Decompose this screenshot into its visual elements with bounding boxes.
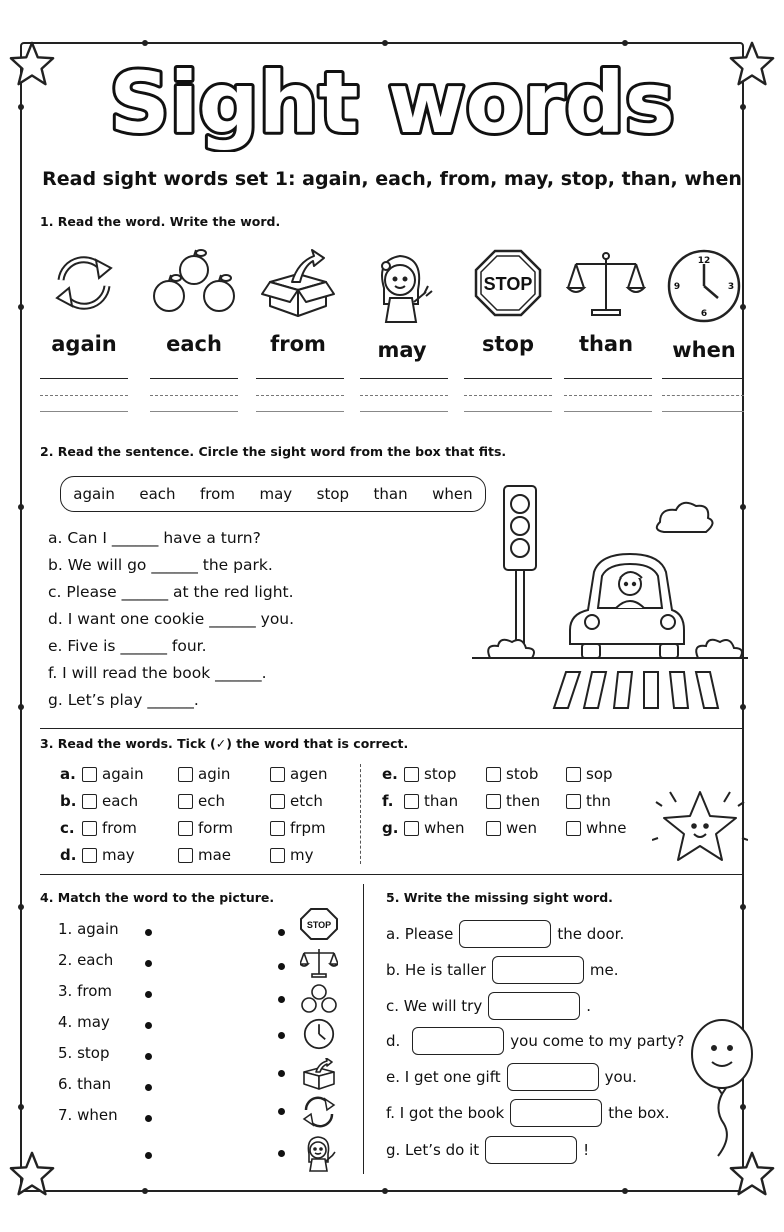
arrows-cycle-icon (49, 248, 119, 318)
girl-waving-icon (300, 1134, 338, 1172)
match-dot-left[interactable] (145, 991, 152, 998)
checkbox[interactable] (270, 794, 285, 809)
section-divider (40, 728, 744, 729)
section1-heading: 1. Read the word. Write the word. (40, 214, 281, 229)
word-card-each (144, 248, 244, 356)
word-bank-item: stop (316, 485, 350, 503)
match-dot-left[interactable] (145, 1084, 152, 1091)
column-divider (360, 764, 361, 864)
tick-option[interactable]: my (270, 846, 314, 864)
word-label: from (270, 332, 326, 356)
word-bank-item: may (259, 485, 293, 503)
sentence-e: e. Five is ______ four. (48, 637, 207, 655)
checkbox[interactable] (566, 794, 581, 809)
word-label: each (166, 332, 222, 356)
match-word: 6. than (58, 1075, 112, 1093)
match-dot-left[interactable] (145, 929, 152, 936)
checkbox[interactable] (270, 767, 285, 782)
checkbox[interactable] (82, 794, 97, 809)
tick-option[interactable]: each (82, 792, 178, 810)
word-bank-item: than (373, 485, 408, 503)
match-dot-right[interactable] (278, 1032, 285, 1039)
fill-row-f: f. I got the book the box. (386, 1099, 670, 1127)
match-word: 2. each (58, 951, 114, 969)
answer-box[interactable] (492, 956, 584, 984)
match-dot-right[interactable] (278, 1150, 285, 1157)
fill-row-b: b. He is taller me. (386, 956, 619, 984)
section-divider (40, 874, 744, 875)
sentence-b: b. We will go ______ the park. (48, 556, 273, 574)
tick-option[interactable]: thn (566, 792, 611, 810)
tick-option[interactable]: ech (178, 792, 270, 810)
corner-star-icon (8, 1150, 56, 1198)
checkbox[interactable] (404, 767, 419, 782)
match-word: 1. again (58, 920, 119, 938)
writing-lines[interactable] (464, 378, 552, 420)
checkbox[interactable] (82, 767, 97, 782)
answer-box[interactable] (488, 992, 580, 1020)
apples-icon (149, 248, 239, 318)
match-dot-left[interactable] (145, 1115, 152, 1122)
word-label: may (377, 338, 427, 362)
match-dot-left[interactable] (145, 1152, 152, 1159)
match-dot-right[interactable] (278, 996, 285, 1003)
word-bank-item: each (139, 485, 176, 503)
section5-heading: 5. Write the missing sight word. (386, 890, 613, 905)
sentence-d: d. I want one cookie ______ you. (48, 610, 295, 628)
page-title (0, 52, 784, 152)
tick-row-b: b. each ech etch (60, 792, 323, 810)
fill-row-g: g. Let’s do it ! (386, 1136, 589, 1164)
tick-option[interactable]: than (404, 792, 486, 810)
writing-lines[interactable] (662, 378, 744, 420)
checkbox[interactable] (178, 767, 193, 782)
tick-option[interactable]: stop (404, 765, 486, 783)
match-dot-left[interactable] (145, 960, 152, 967)
tick-row-e: e. stop stob sop (382, 765, 613, 783)
tick-option[interactable]: when (404, 819, 486, 837)
tick-option[interactable]: form (178, 819, 270, 837)
answer-box[interactable] (507, 1063, 599, 1091)
tick-option[interactable]: agin (178, 765, 270, 783)
fill-row-c: c. We will try . (386, 992, 591, 1020)
writing-lines[interactable] (150, 378, 238, 420)
girl-waving-icon (362, 248, 442, 324)
fill-row-e: e. I get one gift you. (386, 1063, 637, 1091)
match-dot-right[interactable] (278, 963, 285, 970)
checkbox[interactable] (178, 821, 193, 836)
svg-text:6: 6 (700, 309, 708, 319)
subtitle: Read sight words set 1: again, each, from, may, stop, than, when (42, 168, 742, 190)
writing-lines[interactable] (564, 378, 652, 420)
section2-heading: 2. Read the sentence. Circle the sight word from the box that fits. (40, 444, 507, 459)
checkbox[interactable] (486, 821, 501, 836)
tick-option[interactable]: whne (566, 819, 627, 837)
clock-icon (300, 1018, 338, 1050)
smiling-star-icon (652, 782, 748, 872)
fill-row-a: a. Please the door. (386, 920, 624, 948)
tick-option[interactable]: then (486, 792, 566, 810)
tick-option[interactable]: mae (178, 846, 270, 864)
svg-text:STOP: STOP (483, 274, 533, 294)
clock-icon (666, 248, 742, 324)
tick-option[interactable]: may (82, 846, 178, 864)
apples-icon (300, 982, 338, 1014)
answer-box[interactable] (510, 1099, 602, 1127)
svg-text:12: 12 (697, 256, 711, 266)
balance-scale-icon (566, 248, 646, 318)
word-label: than (578, 332, 634, 356)
tick-row-a: a. again agin agen (60, 765, 328, 783)
writing-lines[interactable] (40, 378, 128, 420)
word-label: when (672, 338, 736, 362)
match-word: 4. may (58, 1013, 110, 1031)
word-bank-item: from (200, 485, 235, 503)
answer-box[interactable] (459, 920, 551, 948)
tick-option[interactable]: wen (486, 819, 566, 837)
checkbox[interactable] (566, 767, 581, 782)
checkbox[interactable] (82, 821, 97, 836)
word-bank-item: when (432, 485, 473, 503)
tick-option[interactable]: stob (486, 765, 566, 783)
sentence-g: g. Let’s play ______. (48, 691, 199, 709)
checkbox[interactable] (486, 767, 501, 782)
arrows-cycle-icon (300, 1096, 338, 1128)
checkbox[interactable] (486, 794, 501, 809)
box-arrow-icon (258, 248, 338, 318)
match-word: 5. stop (58, 1044, 110, 1062)
word-label: stop (482, 332, 534, 356)
tick-row-f: f. than then thn (382, 792, 611, 810)
word-card-than (556, 248, 656, 356)
stop-sign-icon (473, 248, 543, 318)
fill-row-d: d. you come to my party? (386, 1027, 684, 1055)
balloon-icon (688, 1018, 756, 1158)
balance-scale-icon (300, 946, 338, 978)
checkbox[interactable] (566, 821, 581, 836)
svg-text:3: 3 (727, 282, 735, 292)
match-word: 3. from (58, 982, 112, 1000)
tick-option[interactable]: agen (270, 765, 327, 783)
tick-row-d: d. may mae my (60, 846, 314, 864)
stop-sign-icon (300, 908, 338, 940)
writing-lines[interactable] (360, 378, 448, 420)
tick-option[interactable]: etch (270, 792, 323, 810)
tick-option[interactable]: from (82, 819, 178, 837)
word-bank (60, 476, 486, 512)
match-dot-right[interactable] (278, 1070, 285, 1077)
match-dot-right[interactable] (278, 1108, 285, 1115)
checkbox[interactable] (404, 794, 419, 809)
answer-box[interactable] (485, 1136, 577, 1164)
section4-heading: 4. Match the word to the picture. (40, 890, 275, 905)
match-dot-left[interactable] (145, 1022, 152, 1029)
svg-text:9: 9 (673, 282, 681, 292)
section3-heading: 3. Read the words. Tick (✓) the word that is correct. (40, 736, 409, 751)
word-card-when (654, 248, 754, 362)
word-card-stop (458, 248, 558, 356)
checkbox[interactable] (270, 848, 285, 863)
word-label: again (51, 332, 117, 356)
title-text: Sight words (109, 54, 675, 152)
checkbox[interactable] (178, 794, 193, 809)
sentence-f: f. I will read the book ______. (48, 664, 267, 682)
word-card-may (352, 248, 452, 362)
tick-row-g: g. when wen whne (382, 819, 627, 837)
word-bank-item: again (73, 485, 115, 503)
word-card-from (248, 248, 348, 356)
match-dot-left[interactable] (145, 1053, 152, 1060)
tick-option[interactable]: again (82, 765, 178, 783)
word-card-again (34, 248, 134, 356)
checkbox[interactable] (404, 821, 419, 836)
checkbox[interactable] (270, 821, 285, 836)
match-dot-right[interactable] (278, 929, 285, 936)
answer-box[interactable] (412, 1027, 504, 1055)
sentence-c: c. Please ______ at the red light. (48, 583, 294, 601)
checkbox[interactable] (82, 848, 97, 863)
column-divider (363, 884, 364, 1174)
traffic-scene-illustration (470, 480, 750, 712)
tick-option[interactable]: sop (566, 765, 613, 783)
svg-text:STOP: STOP (306, 920, 332, 930)
tick-option[interactable]: frpm (270, 819, 326, 837)
tick-row-c: c. from form frpm (60, 819, 326, 837)
sentence-a: a. Can I ______ have a turn? (48, 529, 261, 547)
match-word: 7. when (58, 1106, 118, 1124)
writing-lines[interactable] (256, 378, 344, 420)
box-arrow-icon (300, 1058, 338, 1090)
checkbox[interactable] (178, 848, 193, 863)
